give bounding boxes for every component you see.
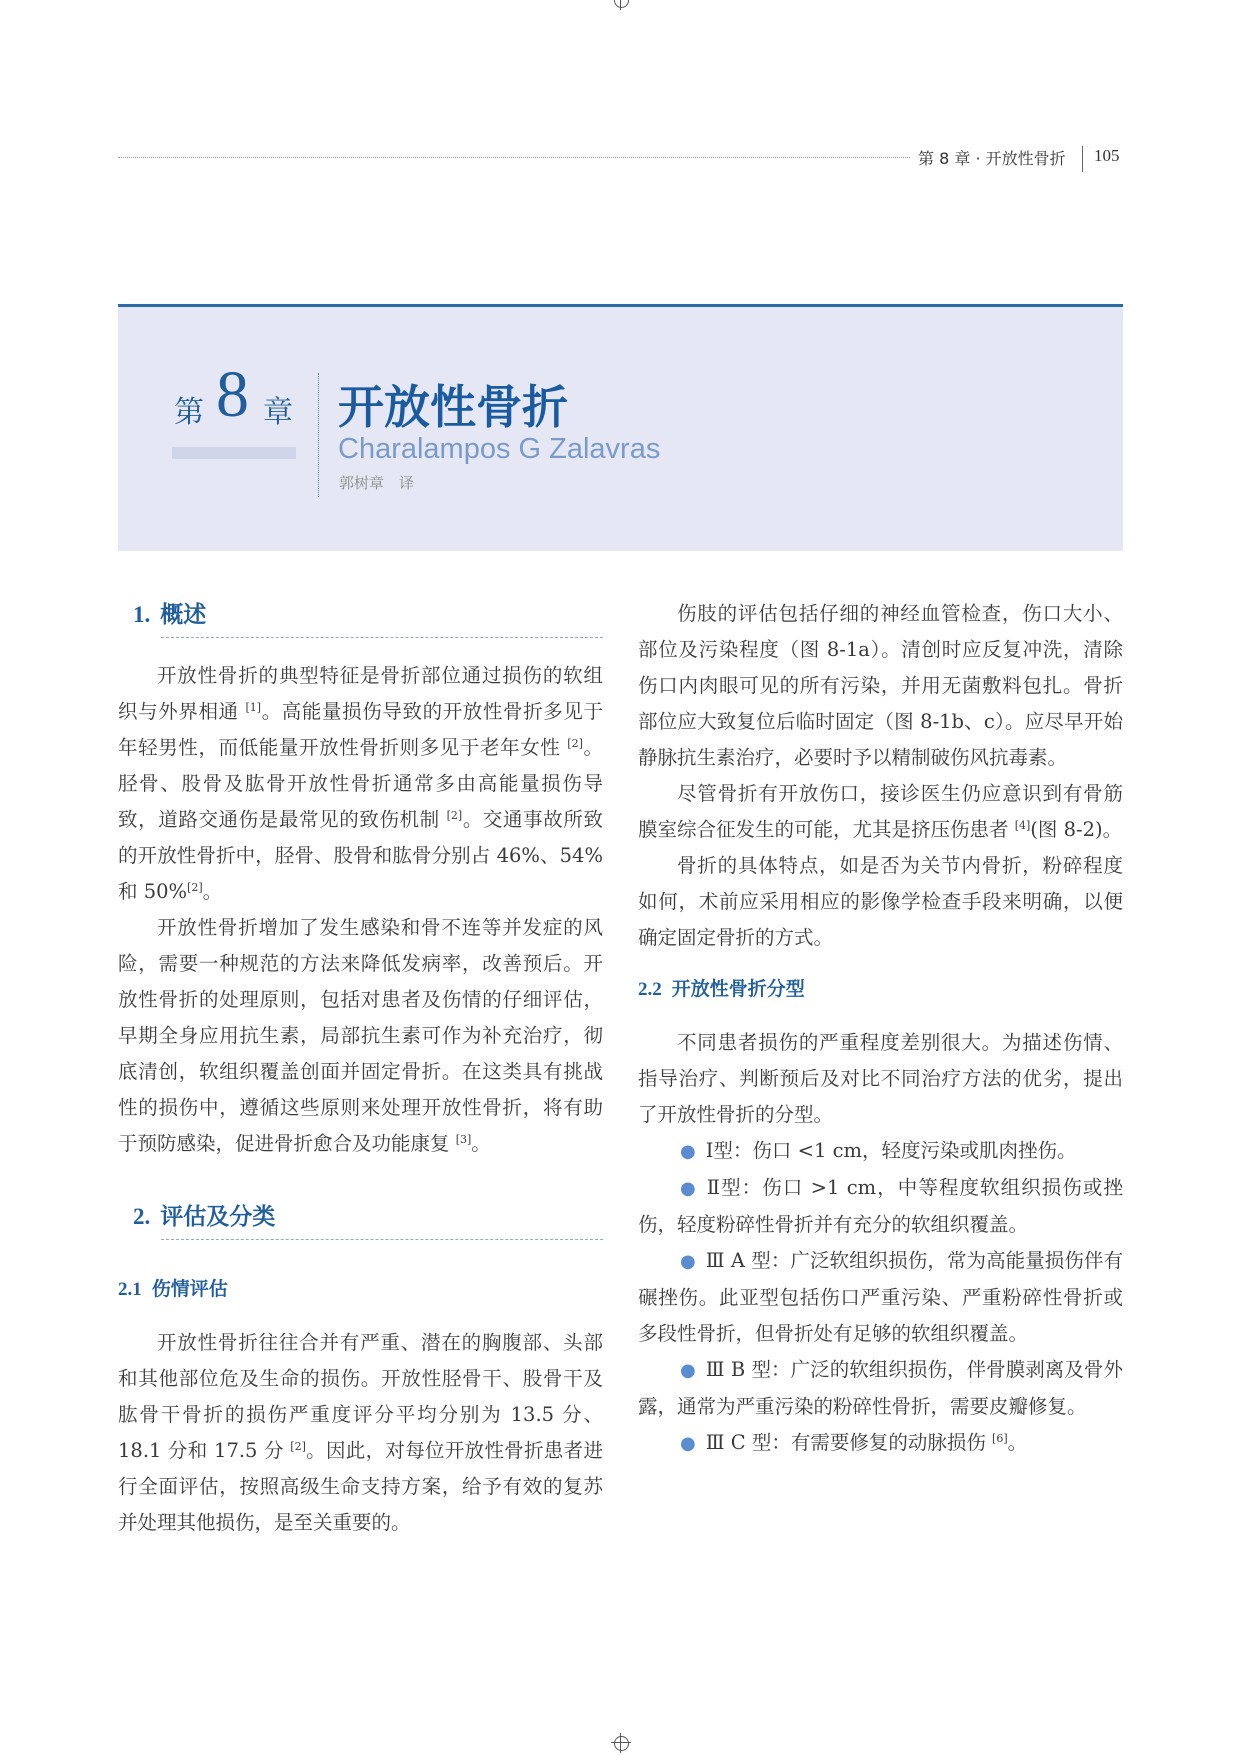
- classification-item: ● Ⅰ型：伤口 <1 cm，轻度污染或肌肉挫伤。: [680, 1139, 1077, 1162]
- crop-mark-bottom: [611, 1733, 631, 1753]
- section-heading-assessment: 2. 评估及分类: [133, 1204, 276, 1230]
- chapter-translator: 郭树章 译: [339, 474, 415, 492]
- paragraph: 伤肢的评估包括仔细的神经血管检查，伤口大小、部位及污染程度（图 8-1a）。清创时应反复冲洗，清除伤口内肉眼可见的所有污染，并用无菌敷料包扎。骨折部位应大致复位后临时固定（图 8-1b、c）。应尽早开始静脉抗生素治疗，必要时予以精制破伤风抗毒素。: [638, 602, 1123, 769]
- paragraph: 尽管骨折有开放伤口，接诊医生仍应意识到有骨筋膜室综合征发生的可能，尤其是挤压伤患者 [4](图 8-2)。: [638, 782, 1123, 841]
- bullet-icon: ●: [680, 1141, 696, 1162]
- citation: [2]: [567, 737, 583, 750]
- crop-mark-top: [611, 0, 631, 10]
- bullet-icon: ●: [680, 1251, 696, 1272]
- chapter-label-zhang: 章: [263, 395, 293, 430]
- citation: [3]: [455, 1133, 472, 1146]
- subsection-heading-injury-assessment: 2.1 伤情评估: [118, 1278, 228, 1300]
- citation: [2]: [187, 881, 203, 894]
- chapter-banner: [118, 304, 1123, 551]
- header-dotted-rule: [118, 157, 910, 158]
- paragraph: 开放性骨折往往合并有严重、潜在的胸腹部、头部和其他部位危及生命的损伤。开放性胫骨干、股骨干及肱骨干骨折的损伤严重度评分平均分别为 13.5 分、18.1 分和 17.5 分 [2]。因此，对每位开放性骨折患者进行全面评估，按照高级生命支持方案，给予有效的复苏并处理其他损伤，是至关重要的。: [118, 1331, 603, 1534]
- classification-item: ● Ⅲ A 型：广泛软组织损伤，常为高能量损伤伴有碾挫伤。此亚型包括伤口严重污染、严重粉碎性骨折或多段性骨折，但骨折处有足够的软组织覆盖。: [638, 1249, 1123, 1345]
- classification-item: ● Ⅲ B 型：广泛的软组织损伤，伴骨膜剥离及骨外露，通常为严重污染的粉碎性骨折，需要皮瓣修复。: [638, 1358, 1123, 1418]
- citation: [1]: [245, 701, 262, 714]
- chapter-divider: [318, 373, 319, 497]
- chapter-author: Charalampos G Zalavras: [338, 433, 661, 465]
- paragraph: 不同患者损伤的严重程度差别很大。为描述伤情、指导治疗、判断预后及对比不同治疗方法的优劣，提出了开放性骨折的分型。: [638, 1031, 1123, 1126]
- header-chapter-ref: 第 8 章 · 开放性骨折: [918, 149, 1066, 168]
- right-column: [638, 596, 1123, 1462]
- paragraph: 开放性骨折的典型特征是骨折部位通过损伤的软组织与外界相通 [1]。高能量损伤导致的开放性骨折多见于年轻男性，而低能量开放性骨折则多见于老年女性 [2]。胫骨、股骨及肱骨开放性骨折通常多由高能量损伤导致，道路交通伤是最常见的致伤机制 [2]。交通事故所致的开放性骨折中，胫骨、股骨和肱骨分别占 46%、54% 和 50%[2]。: [118, 664, 603, 903]
- bullet-icon: ●: [680, 1360, 696, 1381]
- section-heading-overview: 1. 概述: [133, 602, 207, 628]
- subsection-heading-classification: 2.2 开放性骨折分型: [638, 978, 805, 1000]
- classification-item: ● Ⅲ C 型：有需要修复的动脉损伤 [6]。: [680, 1431, 1028, 1454]
- bullet-icon: ●: [680, 1433, 696, 1454]
- citation: [2]: [290, 1440, 306, 1453]
- header-separator: [1082, 146, 1083, 172]
- citation: [4]: [1014, 819, 1031, 832]
- paragraph: 骨折的具体特点，如是否为关节内骨折，粉碎程度如何，术前应采用相应的影像学检查手段来明确，以便确定固定骨折的方式。: [638, 854, 1123, 949]
- citation: [2]: [446, 809, 463, 822]
- citation: [6]: [992, 1432, 1008, 1445]
- classification-item: ● Ⅱ型：伤口 >1 cm，中等程度软组织损伤或挫伤，轻度粉碎性骨折并有充分的软组织覆盖。: [638, 1176, 1123, 1236]
- bullet-icon: ●: [680, 1178, 697, 1199]
- chapter-label-di: 第: [174, 395, 204, 430]
- running-header: [118, 146, 1122, 170]
- chapter-number: 8: [216, 358, 249, 431]
- page-number: 105: [1094, 146, 1120, 165]
- chapter-decor-bar: [172, 447, 296, 459]
- chapter-title: 开放性骨折: [338, 380, 568, 434]
- left-column: [118, 596, 603, 1541]
- paragraph: 开放性骨折增加了发生感染和骨不连等并发症的风险，需要一种规范的方法来降低发病率，改善预后。开放性骨折的处理原则，包括对患者及伤情的仔细评估，早期全身应用抗生素，局部抗生素可作为补充治疗，彻底清创，软组织覆盖创面并固定骨折。在这类具有挑战性的损伤中，遵循这些原则来处理开放性骨折，将有助于预防感染，促进骨折愈合及功能康复 [3]。: [118, 916, 603, 1155]
